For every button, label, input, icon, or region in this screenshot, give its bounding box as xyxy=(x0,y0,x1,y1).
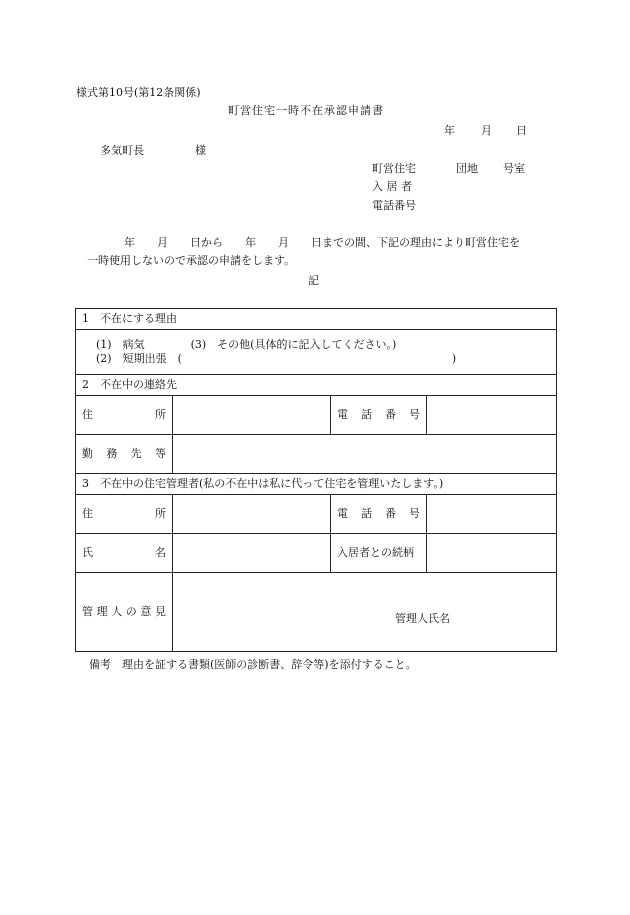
contact-phone-label-cell xyxy=(331,396,427,435)
manager-name-value[interactable] xyxy=(173,534,331,573)
reason-business-trip: (2) 短期出張 ( xyxy=(96,352,182,365)
manager-address-label-cell xyxy=(76,495,173,534)
footer-note: 備考 理由を証する書類(医師の診断書、辞令等)を添付すること。 xyxy=(89,658,417,671)
workplace-label: 勤 務 先 等 xyxy=(82,447,166,460)
reason-line-2 xyxy=(96,352,550,366)
manager-phone-value[interactable] xyxy=(427,495,557,534)
section3-row xyxy=(76,474,557,495)
reason-illness: (1) 病気 xyxy=(96,338,145,351)
section3-title: 3 不在中の住宅管理者(私の不在中は私に代って住宅を管理いたします。) xyxy=(76,474,557,495)
reason-line-1 xyxy=(96,338,550,352)
contact-phone-label: 電 話 番 号 xyxy=(337,408,420,421)
contact-address-value[interactable] xyxy=(173,396,331,435)
name-label: 氏 名 xyxy=(82,546,166,559)
workplace-row xyxy=(76,435,557,474)
manager-address-label: 住 所 xyxy=(82,507,166,520)
date-day-label: 日 xyxy=(516,124,527,137)
reason-close-paren: ) xyxy=(451,352,457,365)
workplace-value[interactable] xyxy=(173,435,557,474)
reason-cell[interactable] xyxy=(76,330,557,375)
document-title: 町営住宅一時不在承認申請書 xyxy=(228,104,384,117)
opinion-row xyxy=(76,573,557,652)
manager-address-row xyxy=(76,495,557,534)
contact-phone-value[interactable] xyxy=(427,396,557,435)
housing-label: 町営住宅 xyxy=(372,162,416,175)
section1-title: 1 不在にする理由 xyxy=(76,309,557,330)
opinion-label: 管 理 人 の 意 見 xyxy=(82,605,166,618)
honorific: 様 xyxy=(195,144,206,157)
application-form-table xyxy=(75,308,557,652)
date-month-label: 月 xyxy=(481,124,492,137)
request-line: 一時使用しないので承認の申請をします。 xyxy=(87,254,296,267)
section1-row xyxy=(76,309,557,330)
opinion-value[interactable] xyxy=(173,573,557,652)
workplace-label-cell xyxy=(76,435,173,474)
manager-name-label: 管理人氏名 xyxy=(395,612,450,625)
reason-row xyxy=(76,330,557,375)
complex-label: 団地 xyxy=(456,162,478,175)
resident-label: 入 居 者 xyxy=(372,180,412,193)
relation-label: 入居者との続柄 xyxy=(331,534,427,573)
contact-address-label: 住 所 xyxy=(82,408,166,421)
opinion-label-cell xyxy=(76,573,173,652)
section2-title: 2 不在中の連絡先 xyxy=(76,375,557,396)
addressee: 多気町長 xyxy=(100,144,144,157)
period-line: 年 月 日から 年 月 日までの間、下記の理由により町営住宅を xyxy=(124,236,520,249)
contact-address-row xyxy=(76,396,557,435)
form-number: 様式第10号(第12条関係) xyxy=(76,86,201,99)
manager-phone-label-cell xyxy=(331,495,427,534)
manager-name-row xyxy=(76,534,557,573)
room-label: 号室 xyxy=(503,162,525,175)
relation-value[interactable] xyxy=(427,534,557,573)
applicant-phone-label: 電話番号 xyxy=(372,199,416,212)
name-label-cell xyxy=(76,534,173,573)
reason-other: (3) その他(具体的に記入してください。) xyxy=(190,338,397,351)
section2-row xyxy=(76,375,557,396)
manager-address-value[interactable] xyxy=(173,495,331,534)
date-year-label: 年 xyxy=(444,124,455,137)
contact-address-label-cell xyxy=(76,396,173,435)
ki-label: 記 xyxy=(308,274,319,287)
manager-phone-label: 電 話 番 号 xyxy=(337,507,420,520)
